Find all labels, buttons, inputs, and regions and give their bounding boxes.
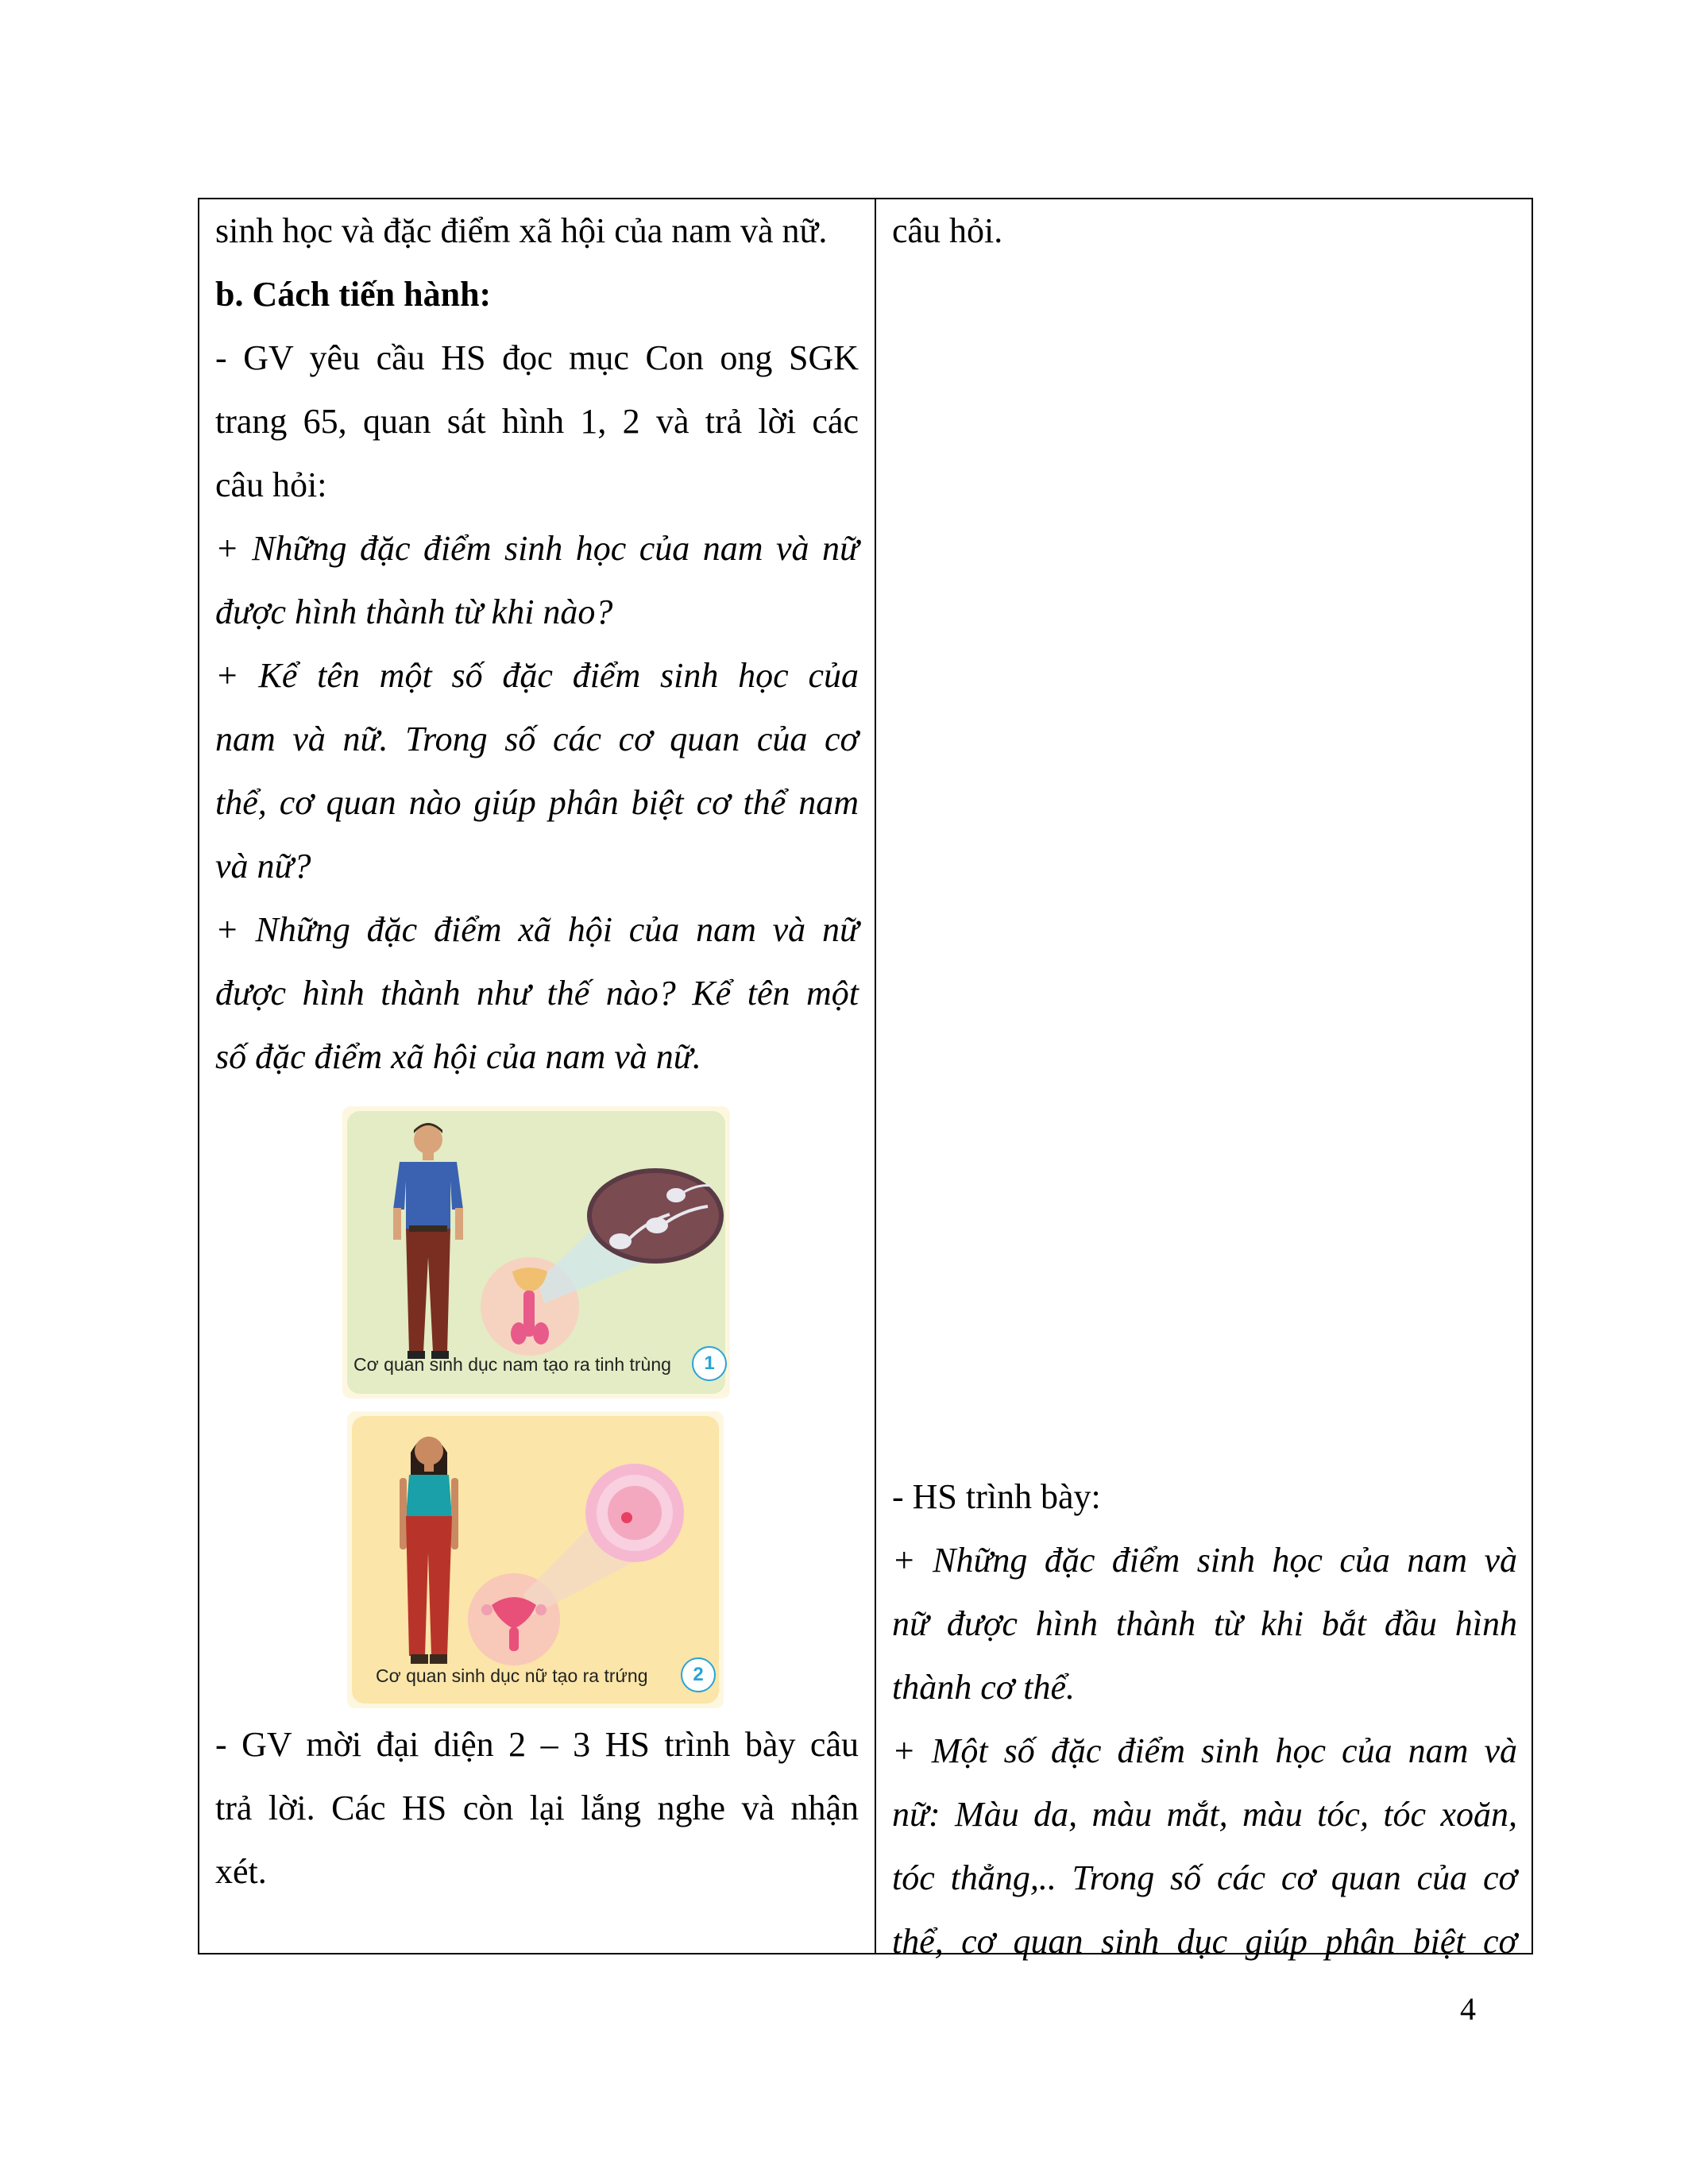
figure-caption: Cơ quan sinh dục nữ tạo ra trứng [376, 1665, 648, 1686]
instruction-line: trang 65, quan sát hình 1, 2 và trả lời các [215, 402, 859, 441]
continued-line: câu hỏi. [892, 211, 1003, 250]
figure-female-reproductive [347, 1411, 724, 1708]
answer-line: thể, cơ quan sinh dục giúp phân biệt cơ [892, 1922, 1517, 1961]
student-activity-column [876, 199, 1533, 1961]
question-line: số đặc điểm xã hội của nam và nữ. [215, 1037, 701, 1076]
question-line: + Kể tên một số đặc điểm sinh học của [215, 656, 859, 695]
closing-line: trả lời. Các HS còn lại lắng nghe và nhận [215, 1788, 859, 1827]
question-line: và nữ? [215, 847, 311, 886]
answer-line: + Những đặc điểm sinh học của nam và [892, 1541, 1517, 1580]
teacher-activity-column [199, 199, 875, 1953]
figure-number-badge: 1 [692, 1346, 727, 1381]
page-number: 4 [1460, 1991, 1476, 2027]
closing-line: - GV mời đại diện 2 – 3 HS trình bày câu [215, 1725, 859, 1764]
figure-caption: Cơ quan sinh dục nam tạo ra tinh trùng [353, 1354, 671, 1375]
instruction-line: câu hỏi: [215, 465, 327, 504]
closing-line: xét. [215, 1852, 267, 1891]
present-label: - HS trình bày: [892, 1477, 1101, 1516]
lesson-table [198, 198, 1533, 1961]
female-illustration [347, 1411, 724, 1708]
answer-line: nữ được hình thành từ khi bắt đầu hình [892, 1604, 1517, 1643]
answer-line: thành cơ thể. [892, 1668, 1075, 1707]
question-line: + Những đặc điểm sinh học của nam và nữ [215, 529, 859, 568]
answer-line: tóc thẳng,.. Trong số các cơ quan của cơ [892, 1858, 1517, 1897]
intro-line: sinh học và đặc điểm xã hội của nam và nữ. [215, 211, 828, 250]
question-line: thể, cơ quan nào giúp phân biệt cơ thể nam [215, 783, 859, 822]
answer-line: + Một số đặc điểm sinh học của nam và [892, 1731, 1517, 1770]
instruction-line: - GV yêu cầu HS đọc mục Con ong SGK [215, 338, 859, 377]
section-heading: b. Cách tiến hành: [215, 275, 492, 314]
question-line: được hình thành từ khi nào? [215, 592, 613, 631]
question-line: + Những đặc điểm xã hội của nam và nữ [215, 910, 859, 949]
question-line: nam và nữ. Trong số các cơ quan của cơ [215, 720, 859, 758]
question-line: được hình thành như thế nào? Kể tên một [215, 974, 859, 1013]
answer-line: nữ: Màu da, màu mắt, màu tóc, tóc xoăn, [892, 1795, 1517, 1834]
figure-number-badge: 2 [681, 1657, 716, 1692]
figure-male-reproductive [342, 1106, 730, 1399]
